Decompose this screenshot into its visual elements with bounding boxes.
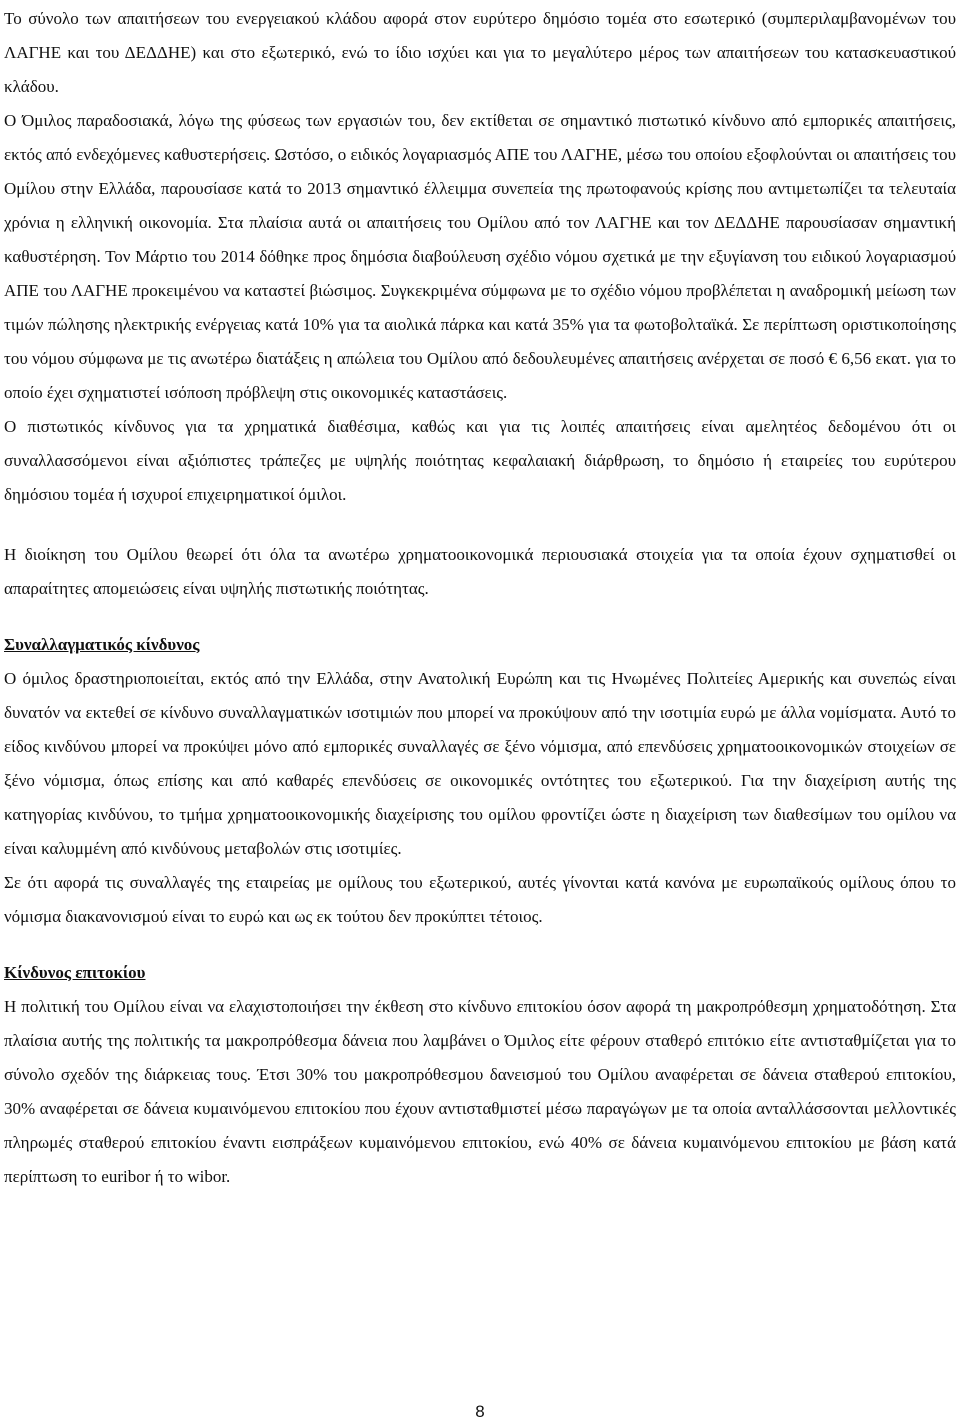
paragraph: Σε ότι αφορά τις συναλλαγές της εταιρείας με ομίλους του εξωτερικού, αυτές γίνονται κατά κανόνα με ευρωπαϊκούς ομίλους όπου το νόμισμα διακανονισμού είναι το ευρώ και ως εκ τούτου δεν προκύπτει τέτοιος. (4, 873, 956, 926)
paragraph: Ο πιστωτικός κίνδυνος για τα χρηματικά διαθέσιμα, καθώς και για τις λοιπές απαιτήσεις είναι αμελητέος δεδομένου ότι οι συναλλασσόμενοι είναι αξιόπιστες τράπεζες με υψηλής ποιότητας κεφαλαιακή διάρθρωση, το δημόσιο ή εταιρείες του ευρύτερου δημόσιου τομέα ή ισχυροί επιχειρηματικοί όμιλοι. (4, 417, 956, 504)
paragraph: Η διοίκηση του Ομίλου θεωρεί ότι όλα τα ανωτέρω χρηματοοικονομικά περιουσιακά στοιχεία για τα οποία έχουν σχηματισθεί οι απαραίτητες απομειώσεις είναι υψηλής πιστωτικής ποιότητας. (4, 545, 956, 598)
paragraph: Ο όμιλος δραστηριοποιείται, εκτός από την Ελλάδα, στην Ανατολική Ευρώπη και τις Ηνωμένες Πολιτείες Αμερικής και συνεπώς είναι δυνατόν να εκτεθεί σε κίνδυνο συναλλαγματικών ισοτιμιών που μπορεί να προκύψουν από την ισοτιμία ευρώ με άλλα νομίσματα. Αυτό το είδος κινδύνου μπορεί να προκύψει μόνο από εμπορικές συναλλαγές σε ξένο νόμισμα, από επενδύσεις χρηματοοικονομικών στοιχείων σε ξένο νόμισμα, όπως επίσης και από καθαρές επενδύσεις σε οικονομικές οντότητες του εξωτερικού. Για την διαχείριση αυτής της κατηγορίας κινδύνου, το τμήμα χρηματοοικονομικής διαχείρισης του ομίλου φροντίζει ώστε η διαχείριση των διαθεσίμων του ομίλου να είναι καλυμμένη από κινδύνους μεταβολών στις ισοτιμίες. (4, 669, 956, 858)
page-number: 8 (475, 1402, 485, 1421)
paragraph: Το σύνολο των απαιτήσεων του ενεργειακού κλάδου αφορά στον ευρύτερο δημόσιο τομέα στο εσωτερικό (συμπεριλαμβανομένων του ΛΑΓΗΕ και του ΔΕΔΔΗΕ) και στο εξωτερικό, ενώ το ίδιο ισχύει και για το μεγαλύτερο μέρος των απαιτήσεων του κατασκευαστικού κλάδου. (4, 9, 956, 96)
section-heading-fx-risk: Συναλλαγματικός κίνδυνος (4, 635, 200, 654)
paragraph: Η πολιτική του Ομίλου είναι να ελαχιστοποιήσει την έκθεση στο κίνδυνο επιτοκίου όσον αφορά τη μακροπρόθεσμη χρηματοδότηση. Στα πλαίσια αυτής της πολιτικής τα μακροπρόθεσμα δάνεια που λαμβάνει ο Όμιλος είτε φέρουν σταθερό επιτόκιο είτε αντισταθμίζεται για το σύνολο σχεδόν της διάρκειας τους. Έτσι 30% του μακροπρόθεσμου δανεισμού του Ομίλου αναφέρεται σε δάνεια σταθερού επιτοκίου, 30% αναφέρεται σε δάνεια κυμαινόμενου επιτοκίου που έχουν αντισταθμιστεί μέσω παραγώγων με τα οποία ανταλλάσσονται μελλοντικές πληρωμές σταθερού επιτοκίου έναντι εισπράξεων κυμαινόμενου επιτοκίου, ενώ 40% σε δάνεια κυμαινόμενου επιτοκίου με βάση κατά περίπτωση το euribor ή το wibor. (4, 997, 956, 1186)
section-heading-interest-rate-risk: Κίνδυνος επιτοκίου (4, 963, 146, 982)
document-body (4, 0, 956, 1194)
paragraph: Ο Όμιλος παραδοσιακά, λόγω της φύσεως των εργασιών του, δεν εκτίθεται σε σημαντικό πιστωτικό κίνδυνο από εμπορικές απαιτήσεις, εκτός από ενδεχόμενες καθυστερήσεις. Ωστόσο, ο ειδικός λογαριασμός ΑΠΕ του ΛΑΓΗΕ, μέσω του οποίου εξοφλούνται οι απαιτήσεις του Ομίλου στην Ελλάδα, παρουσίασε κατά το 2013 σημαντικό έλλειμμα συνεπεία της πρωτοφανούς κρίσης που αντιμετωπίζει τα τελευταία χρόνια η ελληνική οικονομία. Στα πλαίσια αυτά οι απαιτήσεις του Ομίλου από τον ΛΑΓΗΕ και τον ΔΕΔΔΗΕ παρουσίασαν σημαντική καθυστέρηση. Τον Μάρτιο του 2014 δόθηκε προς δημόσια διαβούλευση σχέδιο νόμου σχετικά με την εξυγίανση του ειδικού λογαριασμού ΑΠΕ του ΛΑΓΗΕ προκειμένου να καταστεί βιώσιμος. Συγκεκριμένα σύμφωνα με το σχέδιο νόμου προβλέπεται η αναδρομική μείωση των τιμών πώλησης ηλεκτρικής ενέργειας κατά 10% για τα αιολικά πάρκα και κατά 35% για τα φωτοβολταϊκά. Σε περίπτωση οριστικοποίησης του νόμου σύμφωνα με τις ανωτέρω διατάξεις η απώλεια του Ομίλου από δεδουλευμένες απαιτήσεις ανέρχεται σε ποσό € 6,56 εκατ. για το οποίο έχει σχηματιστεί ισόποση πρόβλεψη στις οικονομικές καταστάσεις. (4, 111, 956, 402)
